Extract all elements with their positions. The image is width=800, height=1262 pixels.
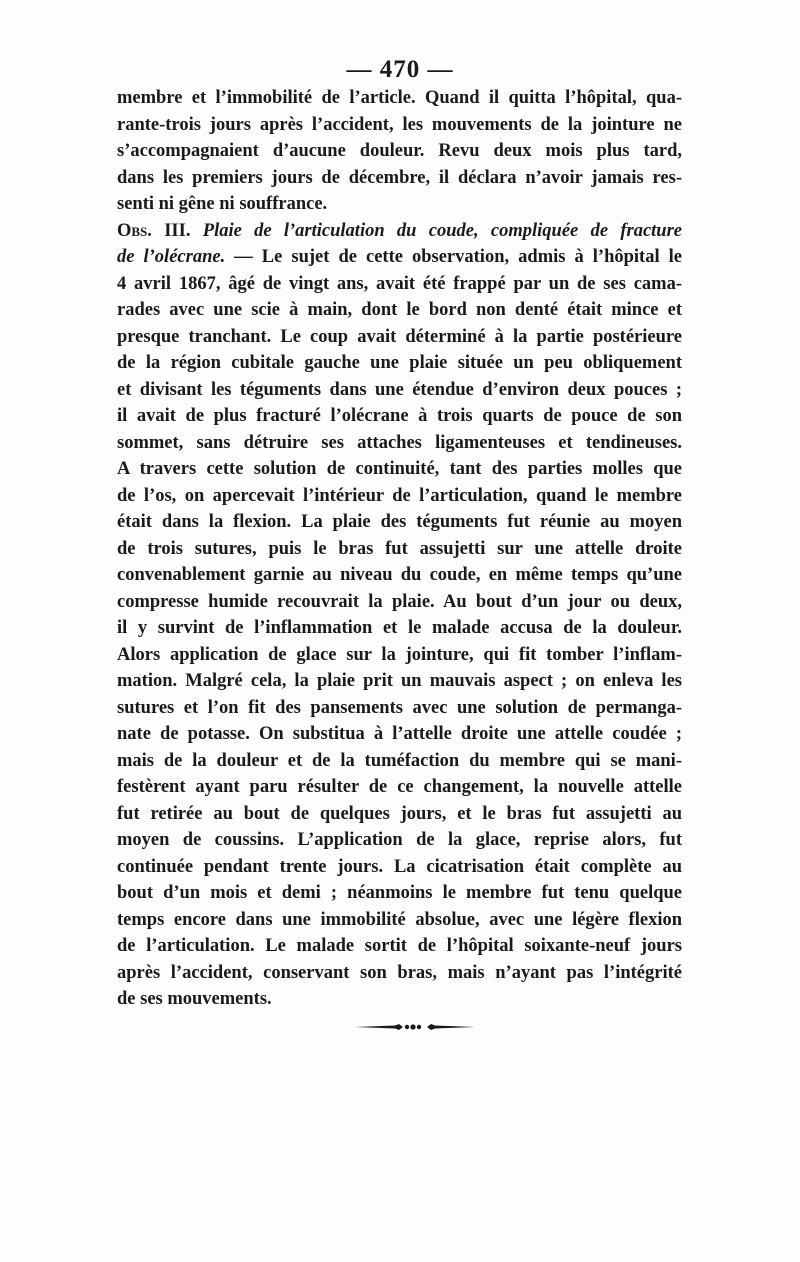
text-line: mais de la douleur et de la tuméfaction du membre qui se mani-: [117, 750, 682, 771]
text-line: 4 avril 1867, âgé de vingt ans, avait été frappé par un de ses cama-: [117, 273, 682, 294]
body-text: [117, 85, 682, 1013]
text-line: compresse humide recouvrait la plaie. Au bout d’un jour ou deux,: [117, 591, 682, 612]
end-ornament: [355, 1022, 475, 1032]
text-line: après l’accident, conservant son bras, mais n’ayant pas l’intégrité: [117, 962, 682, 983]
text-line: fut retirée au bout de quelques jours, et le bras fut assujetti au: [117, 803, 682, 824]
text-line: rades avec une scie à main, dont le bord non denté était mince et: [117, 300, 682, 320]
text-line: senti ni gêne ni souffrance.: [117, 194, 328, 214]
observation-heading-line: [117, 218, 682, 245]
text-line: de ses mouvements.: [117, 989, 272, 1009]
text-line: convenablement garnie au niveau du coude, en même temps qu’une: [117, 565, 682, 585]
text-line: de l’articulation. Le malade sortit de l’hôpital soixante-neuf jours: [117, 936, 682, 956]
text-line: de l’os, on apercevait l’intérieur de l’articulation, quand le membre: [117, 485, 682, 506]
text-line: rante-trois jours après l’accident, les mouvements de la jointure ne: [117, 114, 682, 135]
text-line: était dans la flexion. La plaie des téguments fut réunie au moyen: [117, 512, 682, 532]
text-line: et divisant les téguments dans une étendue d’environ deux pouces ;: [117, 379, 682, 400]
text-line: festèrent ayant paru résulter de ce changement, la nouvelle attelle: [117, 777, 682, 797]
text-line: bout d’un mois et demi ; néanmoins le membre fut tenu quelque: [117, 883, 682, 903]
text-line: sutures et l’on fit des pansements avec une solution de permanga-: [117, 697, 682, 718]
text-line: nate de potasse. On substitua à l’attelle droite une attelle coudée ;: [117, 724, 682, 744]
text-line: dans les premiers jours de décembre, il déclara n’avoir jamais res-: [117, 167, 682, 188]
text-line: il y survint de l’inflammation et le malade accusa de la douleur.: [117, 618, 682, 638]
text-line: moyen de coussins. L’application de la glace, reprise alors, fut: [117, 830, 682, 850]
text-line: temps encore dans une immobilité absolue, avec une légère flexion: [117, 909, 682, 930]
text-line: s’accompagnaient d’aucune douleur. Revu deux mois plus tard,: [117, 141, 682, 161]
text-line: A travers cette solution de continuité, tant des parties molles que: [117, 459, 682, 479]
text-line: de trois sutures, puis le bras fut assujetti sur une attelle droite: [117, 538, 682, 559]
observation-heading-line-2: [117, 244, 682, 271]
observation-intro: — Le sujet de cette observation, admis à l’hôpital le: [225, 247, 682, 267]
observation-title: Plaie de l’articulation du coude, compliquée de fracture: [202, 220, 682, 241]
text-line: continuée pendant trente jours. La cicatrisation était complète au: [117, 856, 682, 877]
page-number: — 470 —: [346, 56, 454, 83]
observation-title-cont: de l’olécrane.: [117, 247, 226, 267]
text-line: il avait de plus fracturé l’olécrane à trois quarts de pouce de son: [117, 406, 682, 426]
text-line: Alors application de glace sur la jointure, qui fit tomber l’inflam-: [117, 644, 682, 665]
text-line: sommet, sans détruire ses attaches ligamenteuses et tendineuses.: [117, 432, 682, 453]
text-line: membre et l’immobilité de l’article. Quand il quitta l’hôpital, qua-: [117, 88, 682, 108]
text-line: de la région cubitale gauche une plaie située un peu obliquement: [117, 353, 682, 373]
text-line: mation. Malgré cela, la plaie prit un mauvais aspect ; on enleva les: [117, 671, 682, 691]
observation-label: Obs. III.: [117, 220, 191, 241]
text-line: presque tranchant. Le coup avait déterminé à la partie postérieure: [117, 326, 682, 347]
